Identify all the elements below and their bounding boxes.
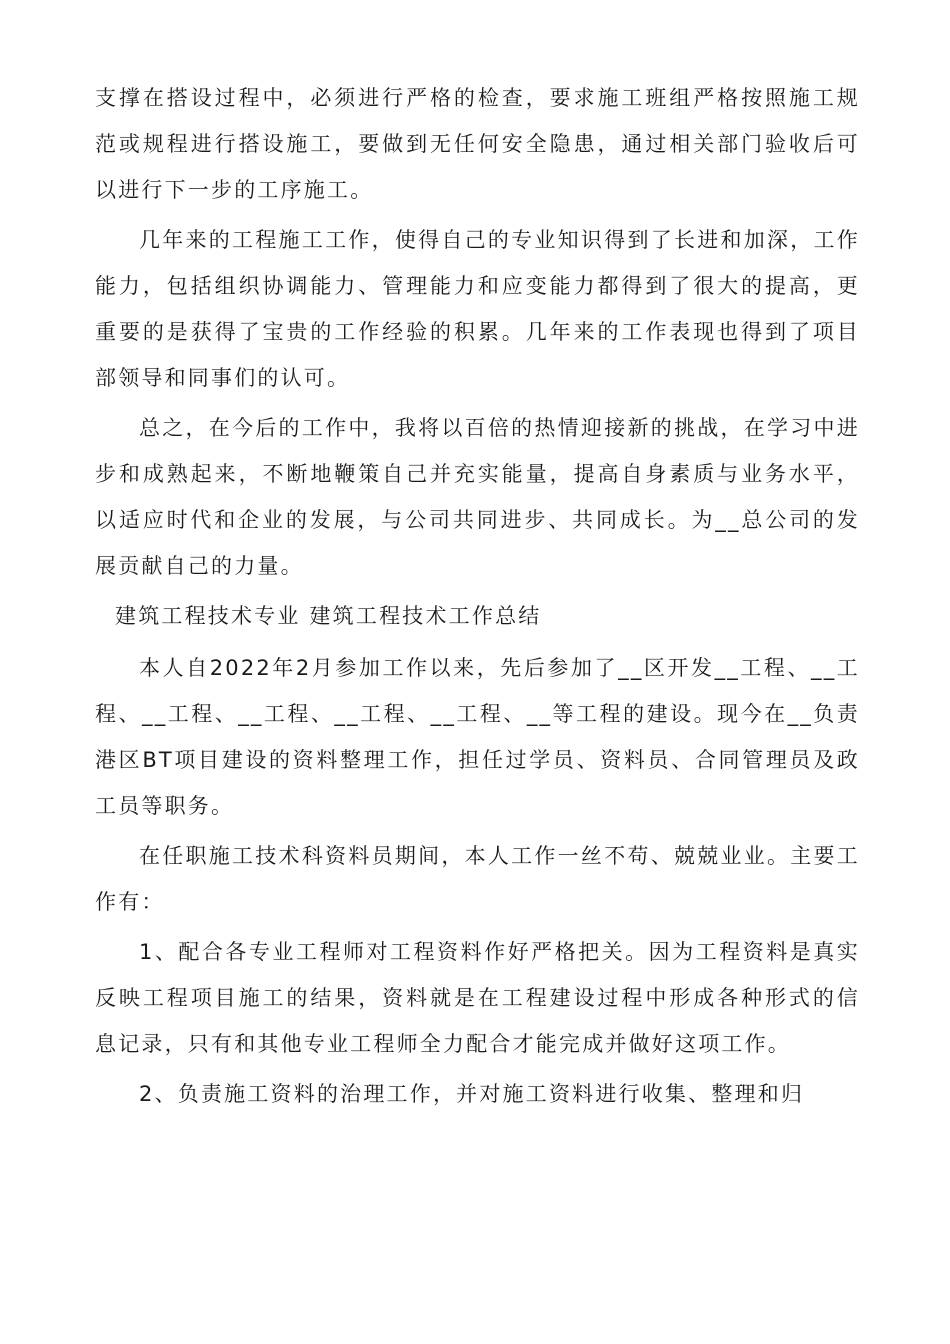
list-item-2: 2、负责施工资料的治理工作，并对施工资料进行收集、整理和归 — [139, 1082, 805, 1106]
paragraph-duties-intro: 在任职施工技术科资料员期间，本人工作一丝不苟、兢兢业业。主要工作有： — [95, 844, 860, 914]
document-body — [95, 75, 860, 1121]
paragraph-scaffold-inspection: 支撑在搭设过程中，必须进行严格的检查，要求施工班组严格按照施工规范或规程进行搭设施工，要做到无任何安全隐患，通过相关部门验收后可以进行下一步的工序施工。 — [95, 86, 860, 202]
list-item-1: 1、配合各专业工程师对工程资料作好严格把关。因为工程资料是真实反映工程项目施工的结果，资料就是在工程建设过程中形成各种形式的信息记录，只有和其他专业工程师全力配合才能完成并做好这项工作。 — [95, 940, 860, 1056]
paragraph-conclusion: 总之，在今后的工作中，我将以百倍的热情迎接新的挑战，在学习中进步和成熟起来，不断地鞭策自己并充实能量，提高自身素质与业务水平，以适应时代和企业的发展，与公司共同进步、共同成长。为__总公司的发展贡献自己的力量。 — [95, 416, 860, 578]
section-heading: 建筑工程技术专业 建筑工程技术工作总结 — [115, 604, 542, 628]
paragraph-work-history: 本人自2022年2月参加工作以来，先后参加了__区开发__工程、__工程、__工程、__工程、__工程、__工程、__等工程的建设。现今在__负责港区BT项目建设的资料整理工作，担任过学员、资料员、合同管理员及政工员等职务。 — [95, 656, 860, 818]
paragraph-work-experience: 几年来的工程施工工作，使得自己的专业知识得到了长进和加深，工作能力，包括组织协调能力、管理能力和应变能力都得到了很大的提高，更重要的是获得了宝贵的工作经验的积累。几年来的工作表现也得到了项目部领导和同事们的认可。 — [95, 228, 860, 390]
